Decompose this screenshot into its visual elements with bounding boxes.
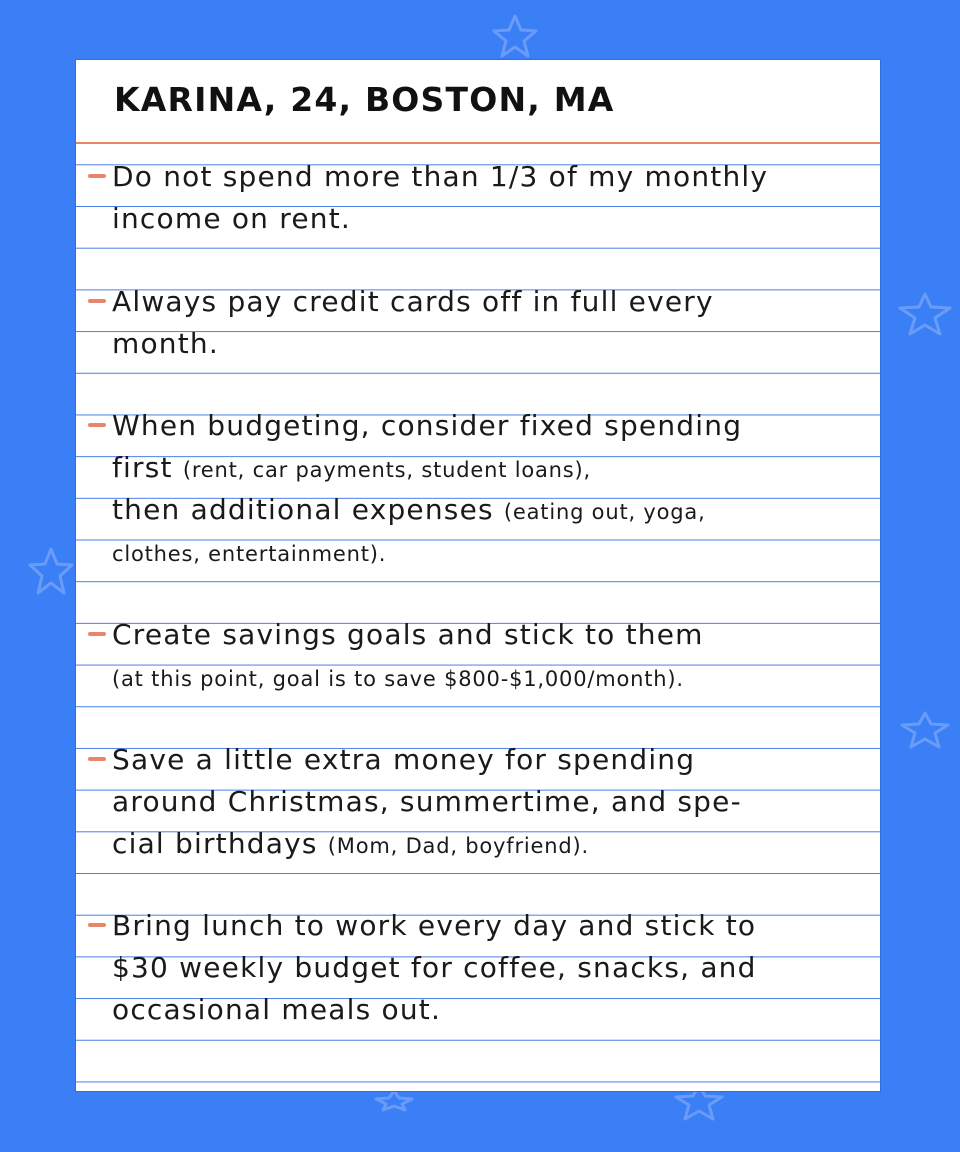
bullet-dash [88,923,106,927]
bullet-dash [88,757,106,761]
list-item-line: $30 weekly budget for coffee, snacks, and [112,951,757,984]
list-item-line: Bring lunch to work every day and stick to [112,909,757,942]
title-band [76,60,880,144]
list-item-line: around Christmas, summertime, and spe- [112,785,742,818]
list-item-line: clothes, entertainment). [112,542,387,566]
list-item-line: occasional meals out. [112,993,442,1026]
star-doodle-icon [896,290,954,338]
list-item-line: month. [112,327,219,360]
page-title: KARINA, 24, BOSTON, MA [114,80,615,119]
bullet-dash [88,632,106,636]
list-item-line: Create savings goals and stick to them [112,618,704,651]
star-doodle-icon [26,545,76,597]
list-item-line: Always pay credit cards off in full every [112,285,714,318]
list-item-line: income on rent. [112,202,351,235]
bullet-dash [88,423,106,427]
list-item-line: then additional expenses (eating out, yoga, [112,493,706,526]
list-item-line: (at this point, goal is to save $800-$1,000/month). [112,667,684,691]
notebook-card [76,60,880,1091]
bullet-dash [88,174,106,178]
bullet-dash [88,299,106,303]
list-item-line: Save a little extra money for spending [112,743,696,776]
star-doodle-icon [372,1088,416,1112]
list-item-line: first (rent, car payments, student loans), [112,451,591,484]
star-doodle-icon [898,710,952,750]
list-item-line: Do not spend more than 1/3 of my monthly [112,160,769,193]
list-item-line: cial birthdays (Mom, Dad, boyfriend). [112,827,589,860]
star-doodle-icon [490,12,540,60]
list-item-line: When budgeting, consider fixed spending [112,409,743,442]
